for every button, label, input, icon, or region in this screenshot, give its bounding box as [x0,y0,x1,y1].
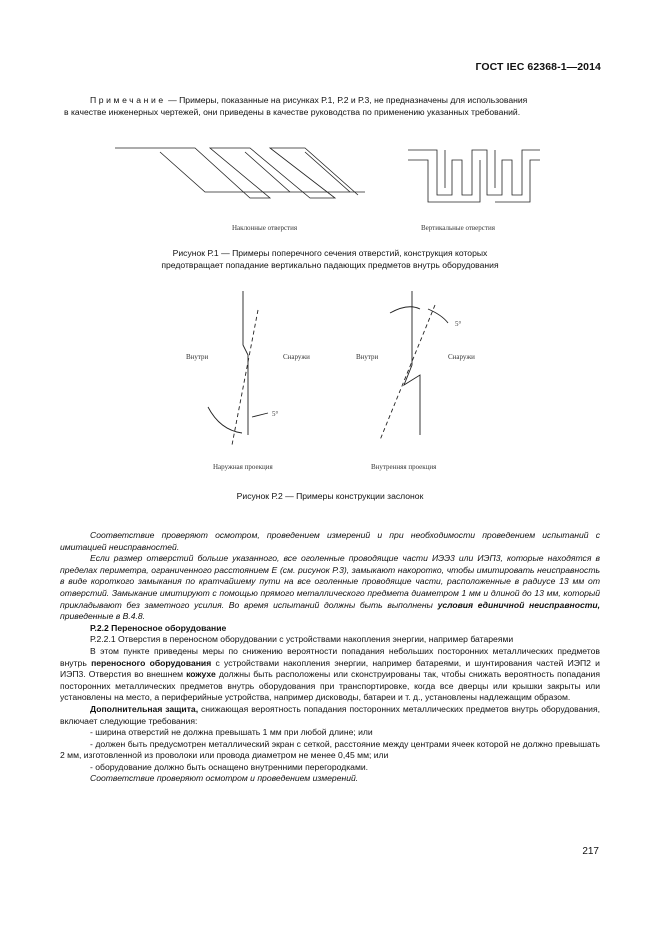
label-inclined-openings: Наклонные отверстия [232,224,298,232]
paragraph-additional-protection [60,704,600,727]
paragraph-opening-size-text: Если размер отверстий больше указанного, все оголенные проводящие части ИЭЭ3 или ИЭП3, которые находятся в пределах периметра, ограниченного расстоянием Е (см. рисунок Р.3), замыкают накоротко, чтобы имитировать неисправность в виде короткого замыкания по кратчайшему пути на все оголенные проводящие части, расположенные в радиусе 13 мм от отверстий. Замыкание имитируют с помощью прямого металлического предмета диаметром 1 мм и длиной до 13 мм, который прикладывают без заметного усилия. Во время испытаний должны быть выполнены [60,553,600,610]
note-line-1 [90,94,600,106]
left-label-outside: Снаружи [283,353,310,361]
paragraph-opening-size [60,553,600,623]
figure-p1-caption-line-1: Рисунок Р.1 — Примеры поперечного сечения отверстий, конструкция которых [172,248,488,258]
additional-protection-term: Дополнительная защита, [90,703,199,714]
right-label-angle: 5° [455,320,462,328]
left-shutter-dashed [232,310,258,445]
left-label-projection: Наружная проекция [213,463,273,471]
paragraph-measures-e: должны быть расположены или сконструированы так, чтобы снижать вероятность попадания посторонних металлических предметов внутрь оборудования при транспортировке, когда все дверцы или крышки закрыты или установлены на место, а периферийные устройства, например дисководы, батареи и т. д., установлены надлежащим образом. [60,669,601,703]
figure-p1-caption-line-2: предотвращает попадание вертикально падающих предметов внутрь оборудования [161,260,499,270]
note-block [64,94,600,118]
right-label-projection: Внутренняя проекция [371,463,437,471]
portable-equipment-term: переносного оборудования [91,657,212,668]
paragraph-compliance-1: Соответствие проверяют осмотром, проведением измерений и при необходимости проведением испытаний с имитацией неисправностей. [60,530,600,552]
vertical-opening-inner [408,160,480,202]
single-fault-term: условия единичной неисправности, [437,599,601,610]
paragraph-compliance-2: Соответствие проверяют осмотром и проведением измерений. [90,773,359,784]
list-item-1: - ширина отверстий не должна превышать 1 мм при любой длине; или [90,727,373,738]
left-shutter-wall [243,291,248,435]
paragraph-opening-size-end: приведенные в В.4.8. [60,611,146,622]
right-label-outside: Снаружи [448,353,475,361]
left-label-inside: Внутри [186,353,209,361]
figure-p1-caption [60,247,600,271]
figure-p2-drawing [180,285,500,455]
label-vertical-openings: Вертикальные отверстия [421,224,495,232]
figure-p2-caption: Рисунок Р.2 — Примеры конструкции заслонок [236,491,424,501]
right-shutter-dashed [380,305,435,440]
additional-protection-text: снижающая вероятность попадания посторонних металлических предметов внутрь оборудования, включает следующие требования: [60,703,600,726]
paragraph-measures-c: с устройствами накопления энергии, например батареями, и шунтирования частей ИЭП2 и ИЭП3. Отверстия во внешнем [60,657,600,680]
note-text-1: — Примеры, показанные на рисунках Р.1, Р.2 и Р.3, не предназначены для использования [165,95,528,105]
right-label-inside: Внутри [356,353,379,361]
heading-p22: Р.2.2 Переносное оборудование [90,622,227,633]
standard-header: ГОСТ IEC 62368-1—2014 [475,61,601,73]
page-number: 217 [582,846,599,857]
heading-p221: Р.2.2.1 Отверстия в переносном оборудовании с устройствами накопления энергии, например батареями [90,634,514,645]
paragraph-measures [60,646,600,704]
list-item-2: - должен быть предусмотрен металлический экран с сеткой, расстояние между центрами ячеек которой не должно превышать 2 мм, изготовленной из проволоки или провода диаметром не менее 0,45 мм; или [60,738,600,761]
right-shutter-wall [404,291,420,435]
body-text [60,530,600,785]
list-item-3: - оборудование должно быть оснащено внутренними перегородками. [90,761,369,772]
note-label: Примечание [90,95,166,105]
inclined-divider-2 [305,152,350,192]
figure-p1-drawing [110,140,550,210]
inclined-opening-outline-top [115,148,358,198]
right-angle-arc-2 [428,309,448,323]
note-text-2: в качестве инженерных чертежей, они приведены в качестве руководства по применению указанных требований. [64,107,521,117]
enclosure-term: кожухе [186,669,216,680]
right-angle-arc [390,307,420,313]
paragraph-measures-a: В этом пункте приведены меры по снижению вероятности попадания небольших посторонних металлических предметов внутрь [60,645,600,668]
left-angle-arc-2 [252,413,268,417]
left-label-angle: 5° [272,410,279,418]
